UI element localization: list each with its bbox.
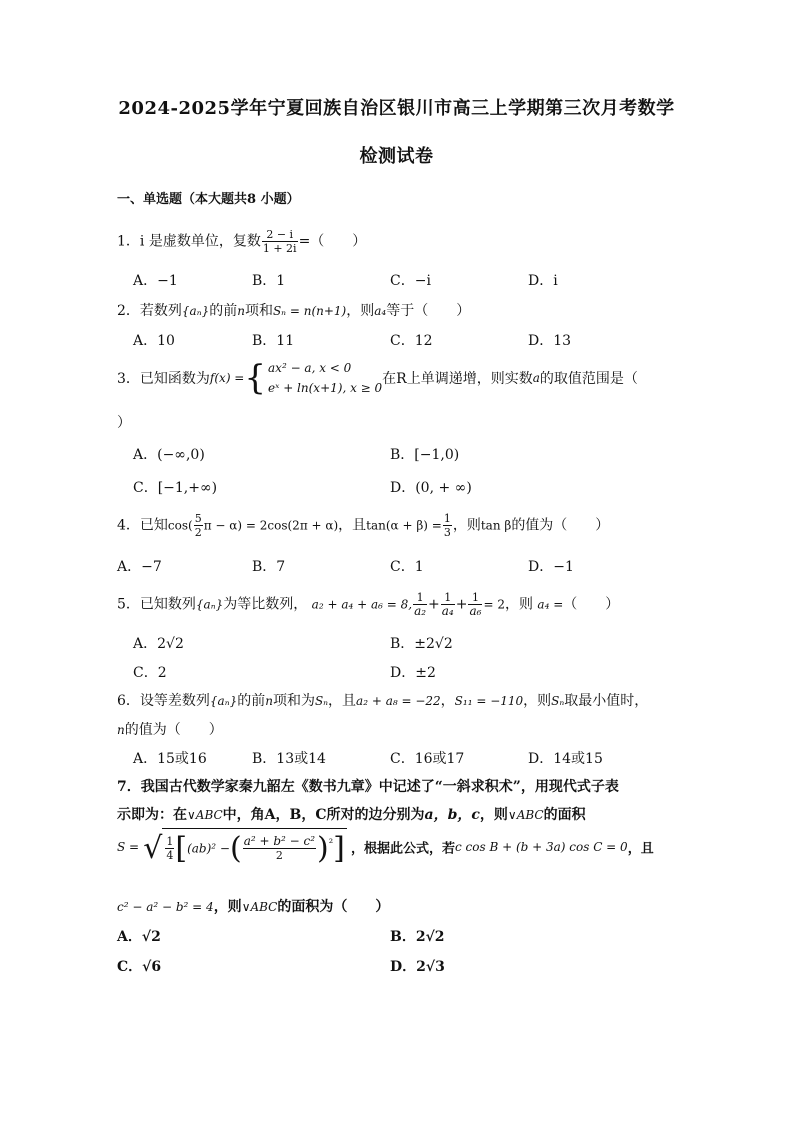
- q1-option-b[interactable]: B．1: [252, 273, 286, 289]
- piecewise-brace: {: [244, 358, 267, 398]
- q5-option-c[interactable]: C．2: [133, 665, 167, 681]
- q2-option-b[interactable]: B．11: [252, 333, 295, 349]
- q4-option-a[interactable]: A．−7: [117, 559, 162, 575]
- q5-option-b[interactable]: B．±2√2: [390, 636, 453, 652]
- sqrt-sign: √ $\frac{1}{4}$ [(ab)² −( $\frac{\text{a² + b² − c²}}{2}$ )$^{^2}$]: [143, 828, 347, 866]
- q3-option-c[interactable]: C．[−1,+∞): [133, 480, 218, 496]
- q7-option-c[interactable]: C．√6: [117, 959, 162, 975]
- q2-option-a[interactable]: A．10: [133, 333, 175, 349]
- q4-option-c[interactable]: C．1: [390, 559, 424, 575]
- heron-formula: S = √ $\frac{1}{4}$ [(ab)² −( $\frac{\text{a² + b² − c²}}{2}$ )$^{^2}$] ，根据此公式，若c cos B + (b + 3a) cos C = 0，且: [117, 828, 654, 866]
- q4-option-d[interactable]: D．−1: [528, 559, 574, 575]
- question-7-line1: 7．我国古代数学家秦九韶左《数书九章》中记述了“一斜求积术”，用现代式子表: [117, 779, 619, 795]
- q7-option-d[interactable]: D．2√3: [390, 959, 445, 975]
- q6-option-d[interactable]: D．14或15: [528, 751, 603, 767]
- question-3-stem-end: ）: [117, 415, 131, 431]
- q1-fraction: $\frac{2 - i}{1 + 2i}$: [262, 228, 297, 255]
- q6-option-b[interactable]: B．13或14: [252, 751, 326, 767]
- doc-title-line2: 检测试卷: [359, 146, 434, 167]
- q5-option-d[interactable]: D．±2: [390, 665, 436, 681]
- q1-option-a[interactable]: A．−1: [133, 273, 178, 289]
- section-heading: 一、单选题（本大题共8 小题）: [117, 192, 300, 207]
- q3-option-a[interactable]: A．(−∞,0): [133, 447, 205, 463]
- q6-option-c[interactable]: C．16或17: [390, 751, 465, 767]
- q2-option-d[interactable]: D．13: [528, 333, 572, 349]
- question-6-stem: 6．设等差数列{aₙ}的前n项和为Sₙ，且a₂ + a₈ = −22，S₁₁ = −110，则Sₙ取最小值时，: [117, 693, 649, 709]
- question-1-stem: 1．i 是虚数单位，复数 $\frac{2 - i}{1 + 2i}$ =（ ）: [117, 228, 367, 255]
- q5-option-a[interactable]: A．2√2: [133, 636, 184, 652]
- q7-option-a[interactable]: A．√2: [117, 929, 161, 945]
- question-6-stem-line2: n的值为（ ）: [117, 722, 223, 738]
- question-2-stem: 2．若数列{aₙ}的前n项和Sₙ = n(n+1)，则a₄等于（ ）: [117, 303, 471, 319]
- question-5-stem: 5．已知数列{aₙ}为等比数列， a₂ + a₄ + a₆ = 8, $\frac{1}{\text{a₂}}$ + $\frac{1}{\text{a₄}}$ + $\frac{1}{\text{a₆}}$ = 2，则 a₄ =（ ）: [117, 591, 620, 618]
- doc-title-line1: 2024-2025学年宁夏回族自治区银川市高三上学期第三次月考数学: [118, 98, 675, 119]
- q3-option-d[interactable]: D．(0, + ∞): [390, 480, 472, 496]
- q4-option-b[interactable]: B．7: [252, 559, 286, 575]
- q1-option-d[interactable]: D．i: [528, 273, 558, 289]
- q7-option-b[interactable]: B．2√2: [390, 929, 445, 945]
- q1-option-c[interactable]: C．−i: [390, 273, 431, 289]
- question-4-stem: 4．已知cos( $\frac{5}{2}$ π − α) = 2cos(2π + α)，且tan(α + β) = $\frac{1}{3}$ ，则tan β的值为（ ）: [117, 512, 610, 539]
- question-7-line2: 示即为：在∨ABC中，角A，B，C所对的边分别为a，b，c，则∨ABC的面积: [117, 807, 586, 823]
- q2-option-c[interactable]: C．12: [390, 333, 433, 349]
- piecewise-cases: ax² − a, x < 0 eˣ + ln(x+1), x ≥ 0: [268, 361, 383, 395]
- q6-option-a[interactable]: A．15或16: [133, 751, 207, 767]
- q3-option-b[interactable]: B．[−1,0): [390, 447, 460, 463]
- question-7-line4: c² − a² − b² = 4，则∨ABC的面积为（ ）: [117, 899, 390, 915]
- question-3-stem: 3．已知函数为f(x) ={ ax² − a, x < 0 eˣ + ln(x+1), x ≥ 0 在R上单调递增，则实数a的取值范围是（: [117, 358, 638, 398]
